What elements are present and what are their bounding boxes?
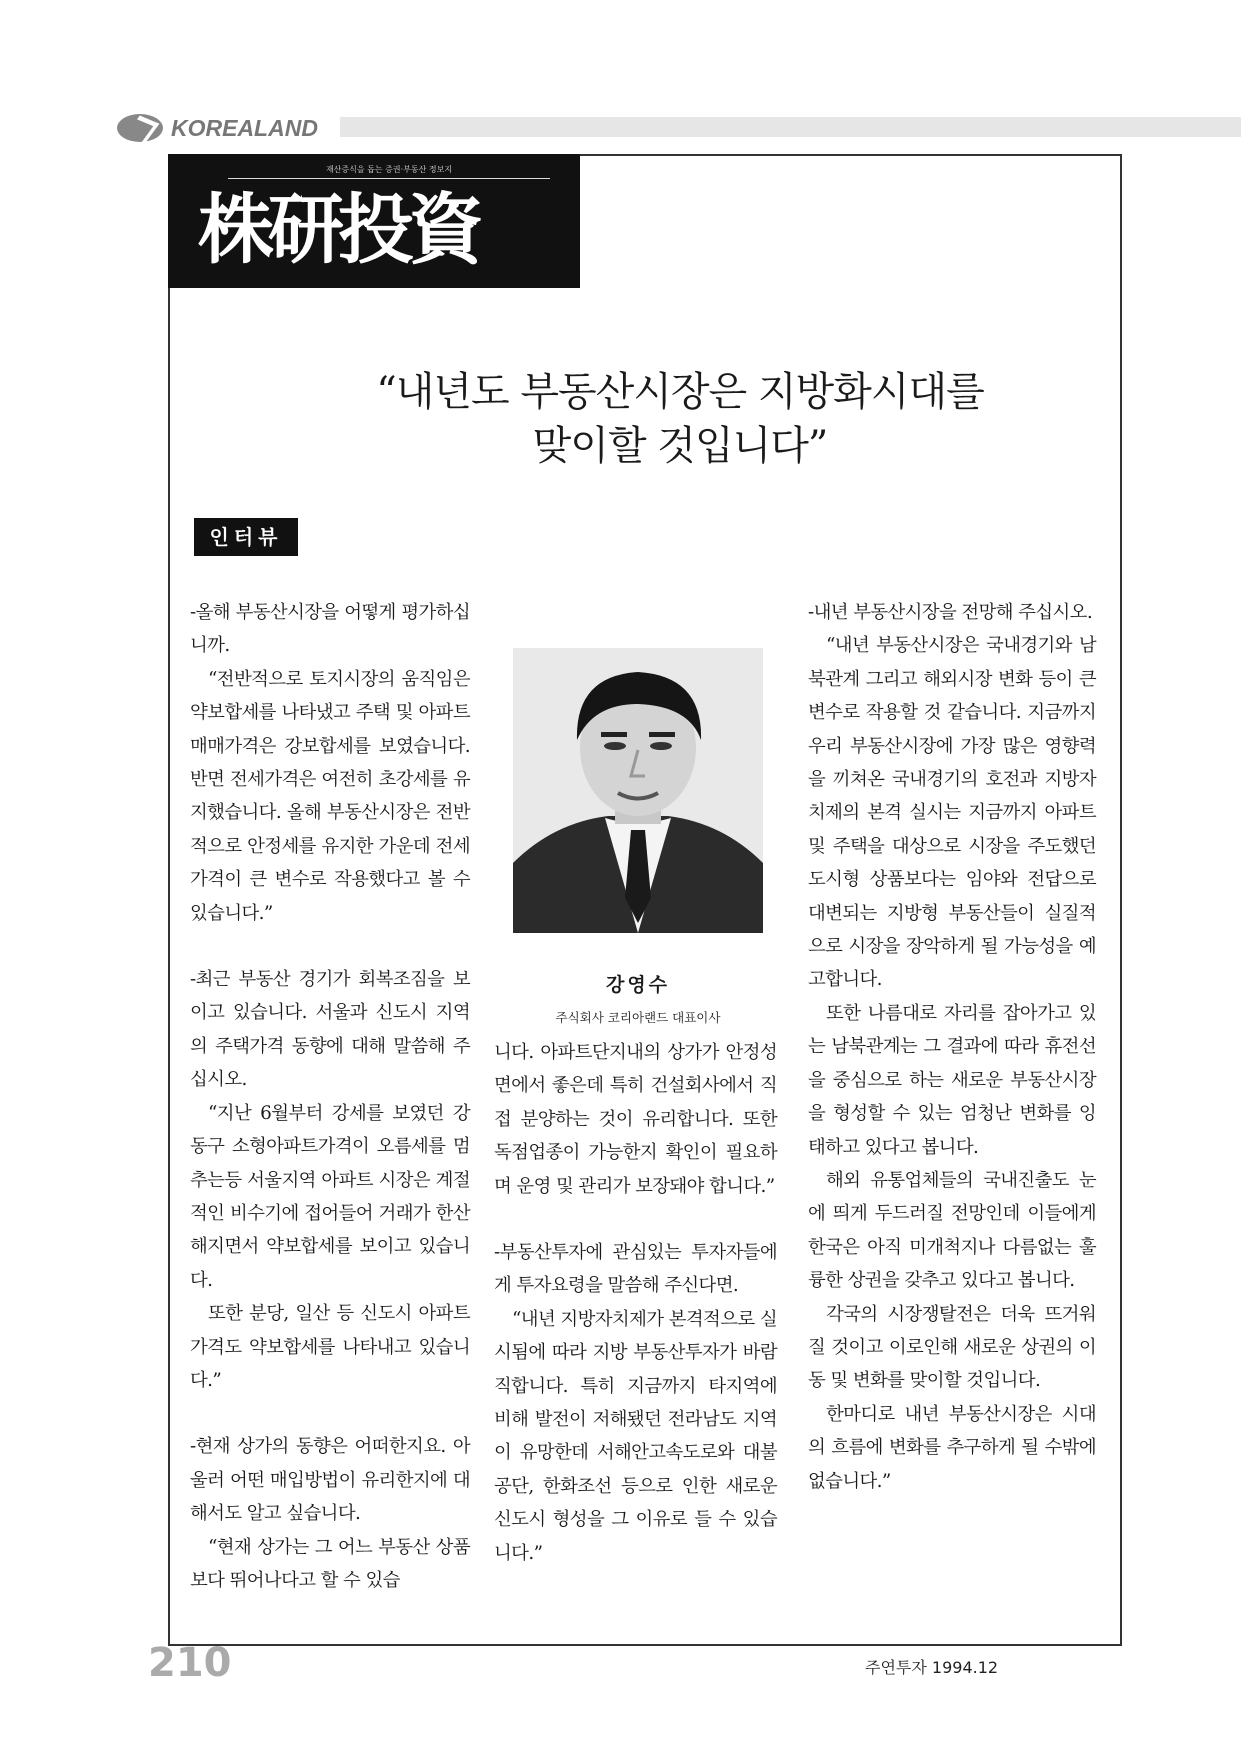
question: -내년 부동산시장을 전망해 주십시오. xyxy=(808,602,1093,623)
article-column-1 xyxy=(190,596,470,1597)
interview-tag: 인터뷰 xyxy=(194,518,298,556)
answer: 또한 나름대로 자리를 잡아가고 있는 남북관계는 그 결과에 따라 휴전선을 중심으로 하는 새로운 부동산시장을 형성할 수 있는 엄청난 변화를 잉태하고 있다고 봅니다. xyxy=(808,1002,1096,1158)
section-title: 株研投資 xyxy=(198,185,478,274)
article-headline xyxy=(300,365,1060,473)
article-column-3 xyxy=(808,596,1096,1498)
answer: 해외 유통업체들의 국내진출도 눈에 띄게 두드러질 전망인데 이들에게 한국은 아직 미개척지나 다름없는 훌륭한 상권을 갖추고 있다고 봅니다. xyxy=(808,1169,1096,1292)
photo-caption-name: 강영수 xyxy=(605,974,671,996)
headline-line-1: “내년도 부동산시장은 지방화시대를 xyxy=(376,369,984,415)
question: -현재 상가의 동향은 어떠한지요. 아울러 어떤 매입방법이 유리한지에 대해서도 알고 싶습니다. xyxy=(190,1436,470,1525)
page-number: 210 xyxy=(148,1640,232,1686)
question: -최근 부동산 경기가 회복조짐을 보이고 있습니다. 서울과 신도시 지역의 주택가격 동향에 대해 말씀해 주십시오. xyxy=(190,969,470,1091)
photo-caption-role: 주식회사 코리아랜드 대표이사 xyxy=(555,1010,721,1025)
answer: 각국의 시장쟁탈전은 더욱 뜨거워질 것이고 이로인해 새로운 상권의 이동 및 변화를 맞이할 것입니다. xyxy=(808,1303,1096,1392)
answer-continued: 니다. 아파트단지내의 상가가 안정성면에서 좋은데 특히 건설회사에서 직접 분양하는 것이 유리합니다. 또한 독점업종이 가능한지 확인이 필요하며 운영 및 관리가 보장돼야 합니다.” xyxy=(494,1042,777,1197)
answer: 한마디로 내년 부동산시장은 시대의 흐름에 변화를 추구하게 될 수밖에 없습니다.” xyxy=(808,1403,1096,1492)
interviewee-photo xyxy=(513,648,763,933)
article-column-2 xyxy=(494,1036,777,1570)
brand-name: KOREALAND xyxy=(171,114,318,141)
answer: “전반적으로 토지시장의 움직임은 약보합세를 나타냈고 주택 및 아파트 매매가격은 강보합세를 보였습니다. 반면 전세가격은 여전히 초강세를 유지했습니다. 올해 부동산시장은 전반적으로 안정세를 유지한 가운데 전세가격이 큰 변수로 작용했다고 볼 수 있습니다.” xyxy=(190,668,470,924)
section-subtitle: 재산증식을 돕는 증권·부동산 정보지 xyxy=(228,164,550,179)
header-logo xyxy=(117,111,318,145)
portrait-image xyxy=(513,648,763,933)
headline-line-2: 맞이할 것입니다” xyxy=(532,423,828,469)
answer: 또한 분당, 일산 등 신도시 아파트가격도 약보합세를 나타내고 있습니다.” xyxy=(190,1303,470,1391)
answer: “내년 부동산시장은 국내경기와 남북관계 그리고 해외시장 변화 등이 큰 변수로 작용할 것 같습니다. 지금까지 우리 부동산시장에 가장 많은 영향력을 끼쳐온 국내경기의 호전과 지방자치제의 본격 실시는 지금까지 아파트 및 주택을 대상으로 시장을 주도했던 도시형 상품보다는 임야와 전답으로 대변되는 지방형 부동산들이 실질적으로 시장을 장악하게 될 가능성을 예고합니다. xyxy=(808,635,1096,991)
question: -올해 부동산시장을 어떻게 평가하십니까. xyxy=(190,602,470,657)
publication-info: 주연투자 1994.12 xyxy=(865,1658,999,1677)
answer: “현재 상가는 그 어느 부동산 상품보다 뛰어나다고 할 수 있습 xyxy=(190,1536,470,1591)
answer: “내년 지방자치제가 본격적으로 실시됨에 따라 지방 부동산투자가 바람직합니다. 특히 지금까지 타지역에 비해 발전이 저해됐던 전라남도 지역이 유망한데 서해안고속도로와 대불공단, 한화조선 등으로 인한 새로운 신도시 형성을 그 이유로 들 수 있습니다.” xyxy=(494,1308,777,1564)
korealand-logo-icon xyxy=(117,114,163,142)
header-bar xyxy=(340,117,1241,137)
question: -부동산투자에 관심있는 투자자들에게 투자요령을 말씀해 주신다면. xyxy=(494,1242,777,1297)
answer: “지난 6월부터 강세를 보였던 강동구 소형아파트가격이 오름세를 멈추는등 서울지역 아파트 시장은 계절적인 비수기에 접어들어 거래가 한산해지면서 약보합세를 보이고 있습니다. xyxy=(190,1102,470,1291)
